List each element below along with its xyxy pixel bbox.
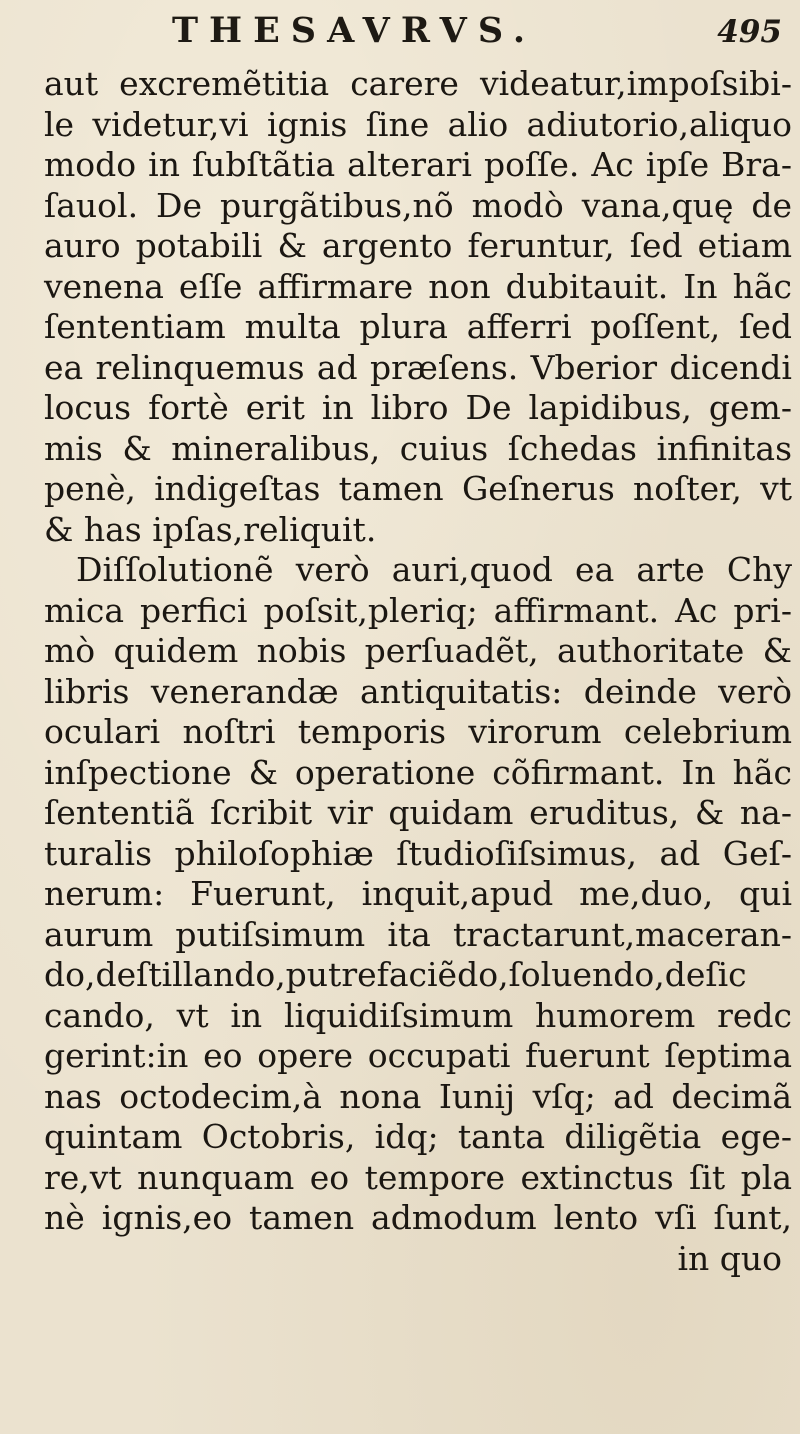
text-line: ſauol. De purgãtibus,nõ modò vana,quę de [44,185,792,225]
text-line: ea relinquemus ad præſens. Vberior dicendi [44,347,792,387]
text-line: ſententiam multa plura afferri poſſent, ſed [44,307,792,346]
text-line: modo in ſubſtãtia alterari poſſe. Ac ipſe Bra- [44,145,792,184]
paragraph-end-line: & has ipſas,reliquit. [44,509,377,549]
text-line: libris venerandæ antiquitatis: deinde verò [44,671,792,711]
text-line: nè ignis,eo tamen admodum lento vſi ſunt, [44,1198,792,1237]
paragraph-start-line: Diſſolutionẽ verò auri,quod ea arte Chy [76,550,792,589]
text-line: re,vt nunquam eo tempore extinctus ſit pla [44,1157,792,1197]
page-number: 495 [717,14,782,50]
text-line: locus fortè erit in libro De lapidibus, gem- [44,388,792,427]
text-line: aut excremẽtitia carere videatur,impoſsibi- [44,64,792,103]
page-header [172,10,782,62]
text-line: auro potabili & argento feruntur, ſed etiam [44,226,792,265]
text-line: inſpectione & operatione cõfirmant. In hãc [44,752,792,792]
text-line: turalis philoſophiæ ſtudioſiſsimus, ad Geſ- [44,833,792,873]
text-line: le videtur,vi ignis ſine alio adiutorio,aliquo [44,104,792,144]
running-title: THESAVRVS. [172,10,537,51]
text-line: penè, indigeſtas tamen Geſnerus noſter, vt [44,469,792,508]
catchword: in quo [677,1238,782,1278]
text-line: oculari noſtri temporis virorum celebrium [44,712,792,751]
text-line: mica perfici poſsit,pleriq; affirmant. Ac pri- [44,590,792,630]
text-line: cando, vt in liquidiſsimum humorem redc [44,995,792,1035]
text-line: do,deſtillando,putrefaciẽdo,ſoluendo,deſic [44,955,747,994]
text-line: gerint:in eo opere occupati fuerunt ſeptima [44,1036,792,1075]
text-line: aurum putiſsimum ita tractarunt,maceran- [44,914,792,954]
text-line: quintam Octobris, idq; tanta diligẽtia ege- [44,1117,792,1156]
text-line: venena eſſe affirmare non dubitauit. In hãc [44,266,792,306]
text-line: nas octodecim,à nona Iunij vſq; ad decimã [44,1076,792,1116]
body-text [44,64,792,1279]
text-line: ſententiã ſcribit vir quidam eruditus, & na- [44,793,792,832]
text-line: nerum: Fuerunt, inquit,apud me,duo, qui [44,874,792,913]
text-line: mò quidem nobis perſuadẽt, authoritate & [44,631,792,670]
text-line: mis & mineralibus, cuius ſchedas infinitas [44,428,792,468]
